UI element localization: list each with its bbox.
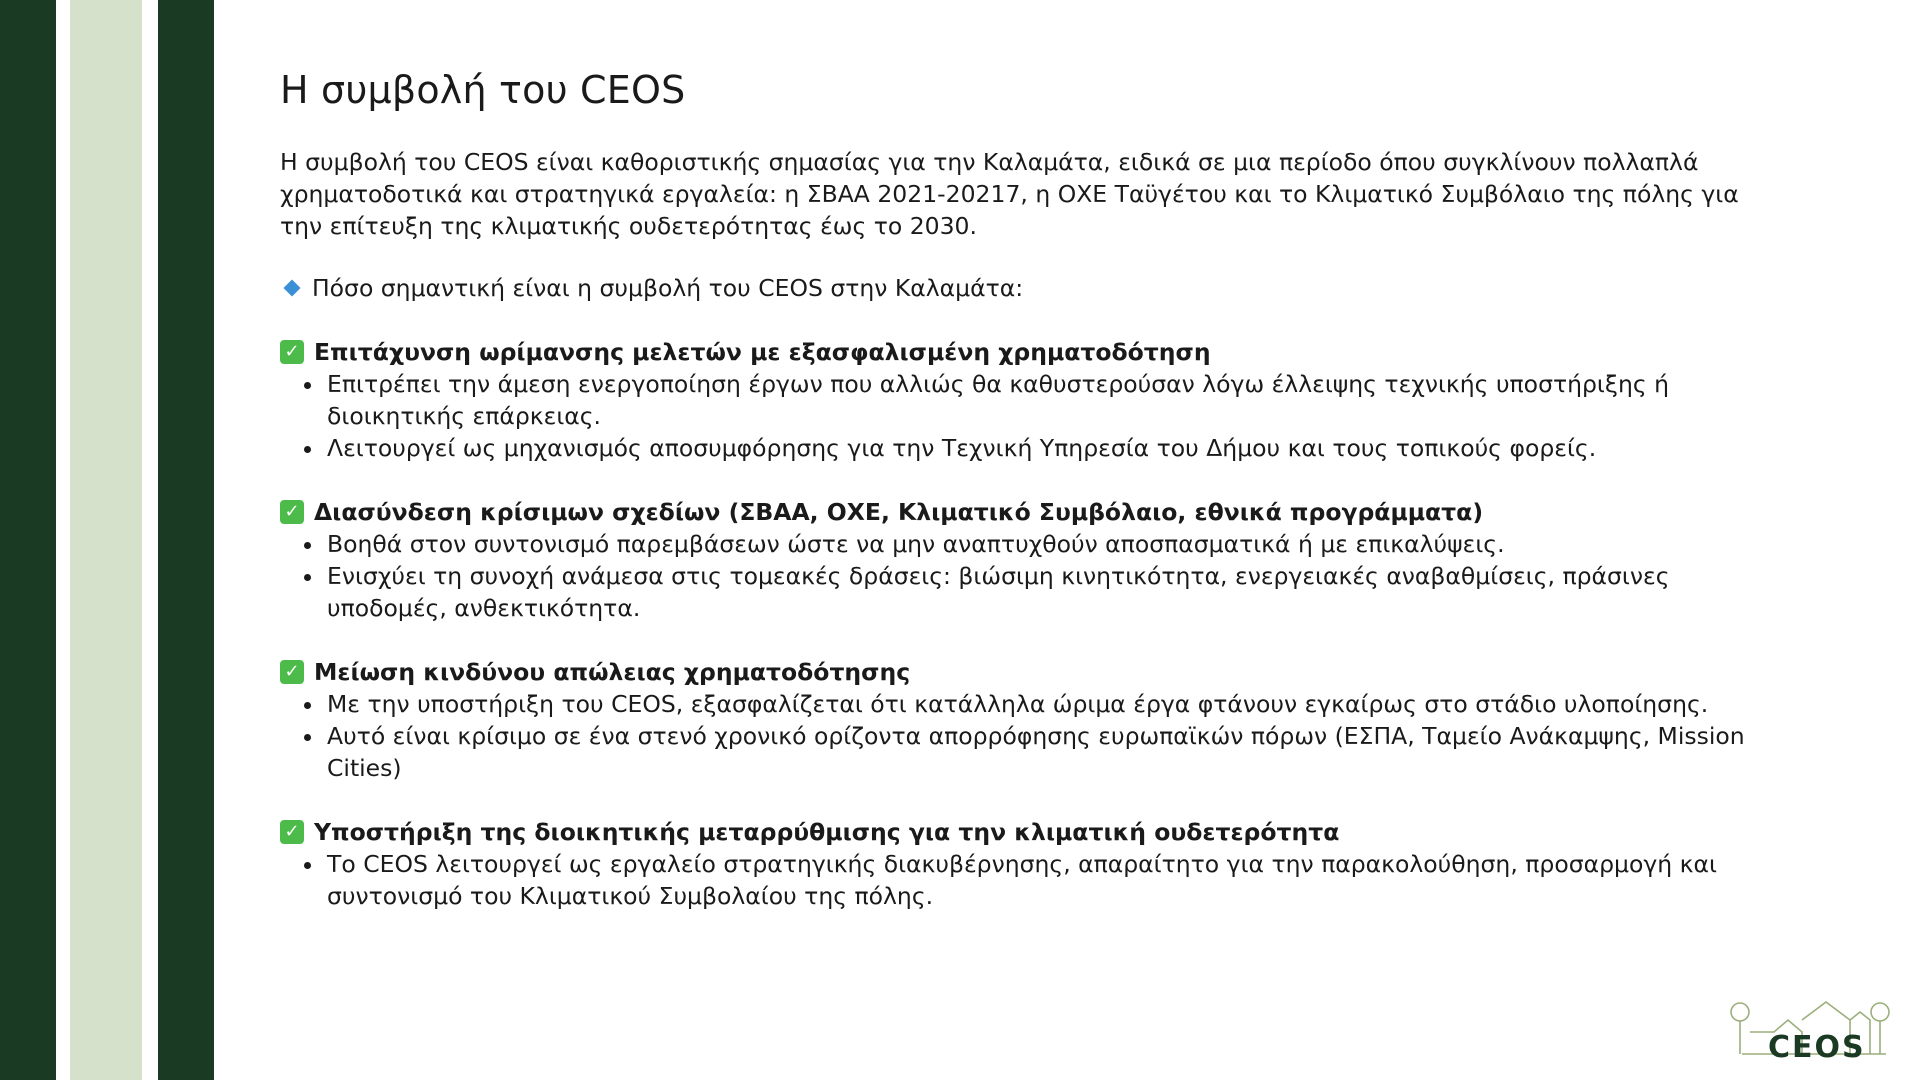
section-heading-text: Μείωση κινδύνου απώλειας χρηματοδότησης [314,658,911,686]
section-2 [280,496,1780,624]
section-heading [280,816,1780,848]
section-heading-text: Επιτάχυνση ωρίμανσης μελετών με εξασφαλισμένη χρηματοδότηση [314,338,1211,366]
bullet-list [280,688,1780,784]
blue-diamond-icon [284,280,301,297]
slide-title: Η συμβολή του CEOS [280,68,686,112]
list-item: • Αυτό είναι κρίσιμο σε ένα στενό χρονικό ορίζοντα απορρόφησης ευρωπαϊκών πόρων (ΕΣΠΑ, Ταμείο Ανάκαμψης, Mission Cities) [325,720,1780,784]
section-4 [280,816,1780,912]
section-1 [280,336,1780,464]
list-item: • Με την υποστήριξη του CEOS, εξασφαλίζεται ότι κατάλληλα ώριμα έργα φτάνουν εγκαίρως στο στάδιο υλοποίησης. [325,688,1780,720]
section-heading [280,656,1780,688]
question-line [280,272,1780,304]
check-mark-icon: ✓ [280,820,304,844]
decorative-stripe-left [0,0,56,1080]
bullet-list [280,368,1780,464]
section-heading [280,336,1780,368]
check-mark-icon: ✓ [280,500,304,524]
slide-content [280,68,1780,944]
section-heading-text: Διασύνδεση κρίσιμων σχεδίων (ΣΒΑΑ, ΟΧΕ, Κλιματικό Συμβόλαιο, εθνικά προγράμματα) [314,498,1484,526]
bullet-list [280,528,1780,624]
section-3 [280,656,1780,784]
list-item: • Ενισχύει τη συνοχή ανάμεσα στις τομεακές δράσεις: βιώσιμη κινητικότητα, ενεργειακές αναβαθμίσεις, πράσινες υποδομές, ανθεκτικότητα. [325,560,1780,624]
check-mark-icon: ✓ [280,660,304,684]
list-item: • Λειτουργεί ως μηχανισμός αποσυμφόρησης για την Τεχνική Υπηρεσία του Δήμου και τους τοπικούς φορείς. [325,432,1780,464]
question-text: Πόσο σημαντική είναι η συμβολή του CEOS στην Καλαμάτα: [312,274,1024,302]
intro-paragraph: Η συμβολή του CEOS είναι καθοριστικής σημασίας για την Καλαμάτα, ειδικά σε μια περίοδο όπου συγκλίνουν πολλαπλά χρηματοδοτικά και στρατηγικά εργαλεία: η ΣΒΑΑ 2021-20217, η ΟΧΕ Ταϋγέτου και το Κλιματικό Συμβόλαιο της πόλης για την επίτευξη της κλιματικής ουδετερότητας έως το 2030. [280,148,1739,240]
section-heading-text: Υποστήριξη της διοικητικής μεταρρύθμισης για την κλιματική ουδετερότητα [314,818,1340,846]
list-item: • Επιτρέπει την άμεση ενεργοποίηση έργων που αλλιώς θα καθυστερούσαν λόγω έλλειψης τεχνικής υποστήριξης ή διοικητικής επάρκειας. [325,368,1780,432]
decorative-stripe-right [158,0,214,1080]
decorative-stripe-middle [70,0,142,1080]
list-item: • Βοηθά στον συντονισμό παρεμβάσεων ώστε να μην αναπτυχθούν αποσπασματικά ή με επικαλύψεις. [325,528,1780,560]
check-mark-icon: ✓ [280,340,304,364]
list-item: • Το CEOS λειτουργεί ως εργαλείο στρατηγικής διακυβέρνησης, απαραίτητο για την παρακολούθηση, προσαρμογή και συντονισμό του Κλιματικού Συμβολαίου της πόλης. [325,848,1780,912]
ceos-logo-text: CEOS [1768,1030,1866,1065]
bullet-list [280,848,1780,912]
section-heading [280,496,1780,528]
